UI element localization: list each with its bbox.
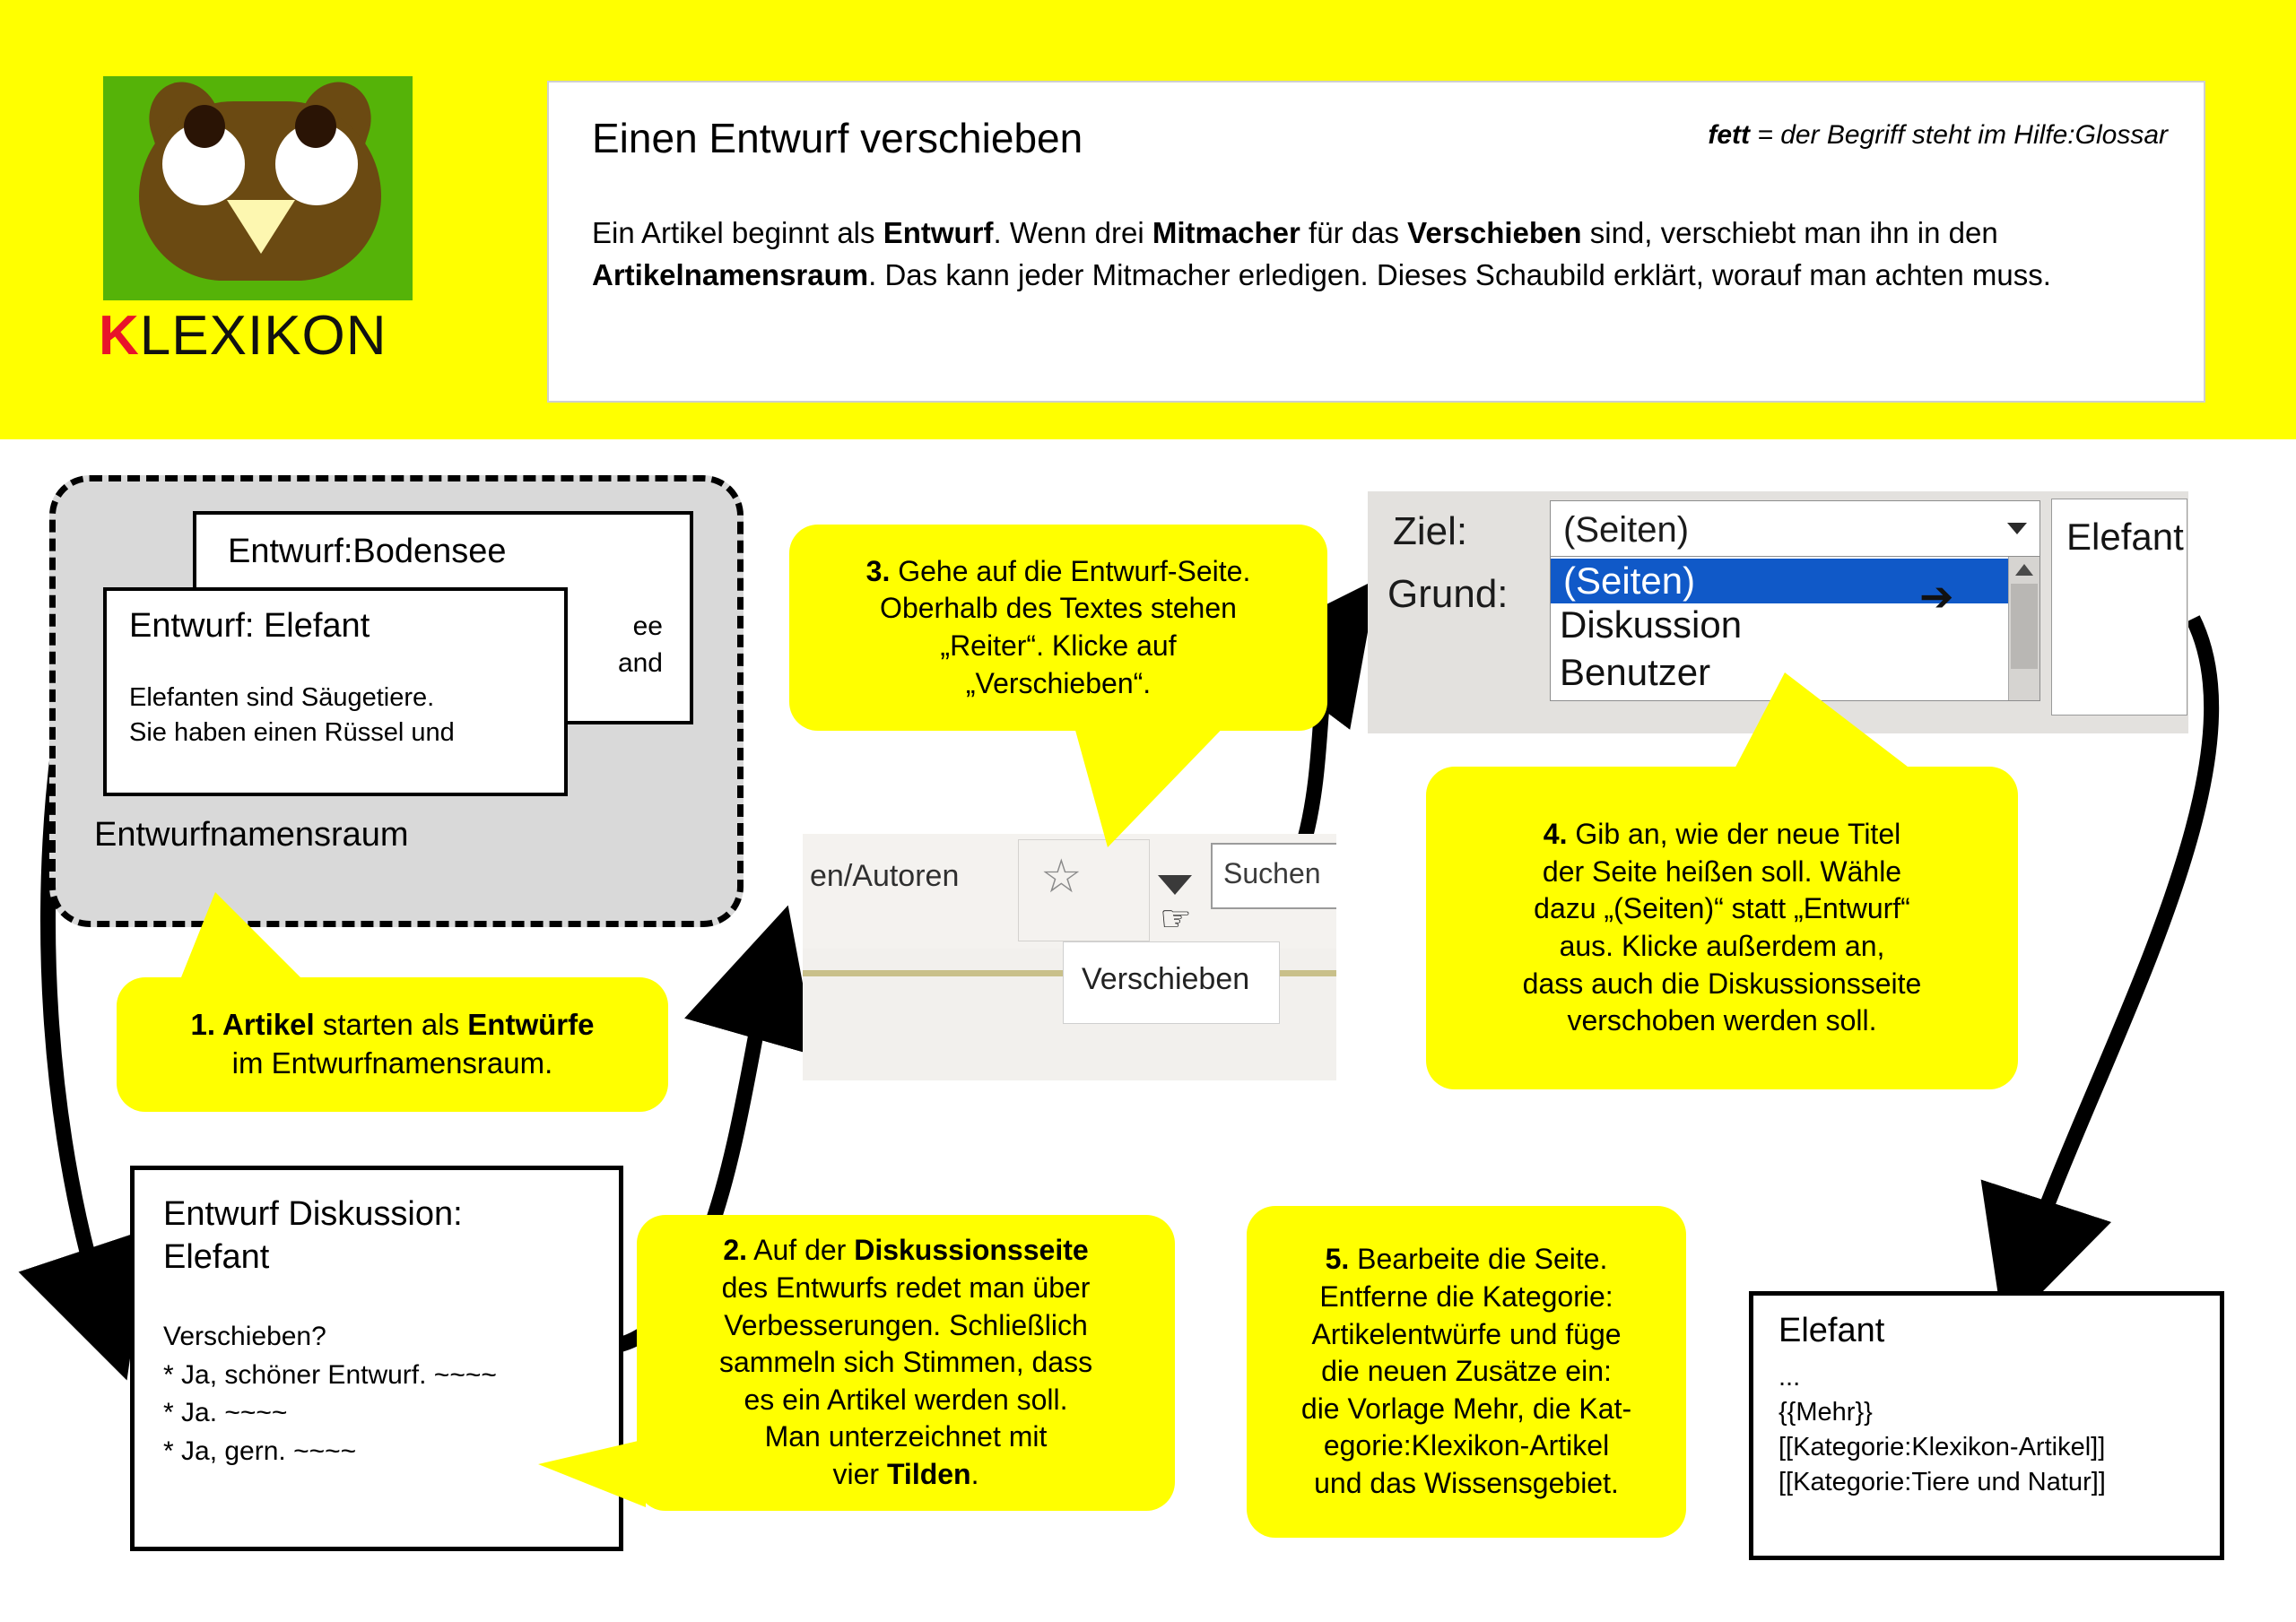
- callout-step-2-text: 2. Auf der Diskussionsseite des Entwurfs redet man über Verbesserungen. Schließlich sammeln sich Stimmen, dass es ein Artikel werden soll. Man unterzeichnet mit vier Tilden.: [718, 1234, 1093, 1490]
- callout-step-3-text: 3. Gehe auf die Entwurf-Seite. Oberhalb des Textes stehen „Reiter“. Klicke auf „Verschieben“.: [865, 554, 1251, 699]
- option-benutzer[interactable]: Benutzer: [1560, 651, 1711, 693]
- dropdown-menu[interactable]: [1063, 941, 1280, 1024]
- grund-label: Grund:: [1387, 572, 1509, 616]
- callout-step-2: [637, 1215, 1175, 1511]
- header-intro-text: Ein Artikel beginnt als Entwurf. Wenn drei Mitmacher für das Verschieben sind, verschiebt man ihn in den Artikelnamensraum. Das kann jeder Mitmacher erledigen. Dieses Schaubild erklärt, worauf man achten muss.: [592, 216, 2051, 291]
- discussion-title: Entwurf Diskussion: Elefant: [163, 1195, 463, 1276]
- logo-wordmark: [99, 300, 413, 372]
- draft-elefant-body: Elefanten sind Säugetiere. Sie haben einen Rüssel und: [129, 683, 455, 748]
- callout-step-3: [789, 525, 1327, 731]
- callout-tail: [1731, 672, 1919, 776]
- discussion-body: Verschieben? * Ja, schöner Entwurf. ~~~~ * Ja. ~~~~ * Ja, gern. ~~~~: [163, 1322, 497, 1466]
- new-title-field[interactable]: [2051, 499, 2187, 716]
- draft-bodensee-body: ee and: [617, 612, 663, 678]
- callout-tail: [1072, 717, 1233, 847]
- callout-step-5-text: 5. Bearbeite die Seite. Entferne die Kategorie: Artikelentwürfe und füge die neuen Zusätze ein: die Vorlage Mehr, die Kat- egorie:Klexikon-Artikel und das Wissensgebiet.: [1300, 1243, 1632, 1499]
- hand-cursor-icon: ☞: [1160, 899, 1192, 939]
- callout-tail: [179, 892, 305, 982]
- entwurfnamensraum-label: Entwurfnamensraum: [94, 816, 409, 854]
- header-band: [0, 0, 2296, 439]
- star-icon[interactable]: ☆: [1040, 851, 1083, 903]
- namespace-select-value: (Seiten): [1563, 510, 1690, 550]
- namespace-select[interactable]: [1550, 500, 2040, 558]
- logo-green-square: [103, 76, 413, 300]
- callout-tail: [538, 1439, 646, 1507]
- scrollbar[interactable]: [2008, 557, 2039, 700]
- article-body: ... {{Mehr}} [[Kategorie:Klexikon-Artikel]] [[Kategorie:Tiere und Natur]]: [1779, 1363, 2106, 1497]
- option-diskussion[interactable]: Diskussion: [1560, 603, 1743, 646]
- article-title: Elefant: [1779, 1312, 1885, 1349]
- chevron-down-icon[interactable]: [1158, 875, 1192, 895]
- page-title: Einen Entwurf verschieben: [592, 115, 1083, 161]
- callout-step-4: [1426, 767, 2018, 1089]
- option-seiten[interactable]: (Seiten): [1551, 559, 2034, 603]
- new-title-value: Elefant: [2066, 516, 2184, 558]
- watch-tab-box[interactable]: [1018, 839, 1150, 941]
- header-card: [547, 81, 2205, 403]
- scroll-up-arrow-icon[interactable]: [2015, 564, 2033, 576]
- menu-item-verschieben[interactable]: Verschieben: [1082, 962, 1250, 996]
- arrow-cursor-icon: ➔: [1919, 573, 1954, 620]
- logo-letter-k: K: [99, 305, 140, 367]
- tab-autoren[interactable]: en/Autoren: [810, 859, 960, 893]
- callout-step-1: [117, 977, 668, 1112]
- owl-icon: [139, 85, 381, 300]
- klexikon-logo: [99, 76, 413, 372]
- callout-step-4-text: 4. Gib an, wie der neue Titel der Seite heißen soll. Wähle dazu „(Seiten)“ statt „Entwurf“ aus. Klicke außerdem an, dass auch die Diskussionsseite verschoben werden soll.: [1522, 818, 1922, 1037]
- legend-rest: = der Begriff steht im Hilfe:Glossar: [1750, 120, 2168, 150]
- callout-step-5: [1247, 1206, 1686, 1538]
- callout-step-1-text: 1. Artikel starten als Entwürfe im Entwurfnamensraum.: [190, 1008, 595, 1080]
- chevron-down-icon[interactable]: [2007, 523, 2027, 534]
- legend-bold-word: fett: [1708, 120, 1750, 150]
- logo-word-lexikon: LEXIKON: [139, 305, 387, 367]
- draft-elefant-title: Entwurf: Elefant: [129, 607, 370, 645]
- draft-page-elefant: [103, 587, 568, 796]
- toolbar-screenshot: [803, 834, 1336, 1080]
- ziel-label: Ziel:: [1393, 509, 1468, 553]
- search-input[interactable]: [1211, 843, 1336, 909]
- scrollbar-thumb[interactable]: [2011, 584, 2038, 669]
- search-placeholder: Suchen: [1223, 857, 1321, 889]
- draft-bodensee-title: Entwurf:Bodensee: [228, 533, 507, 570]
- glossary-legend: [1708, 120, 2168, 151]
- article-result-card: [1749, 1291, 2224, 1560]
